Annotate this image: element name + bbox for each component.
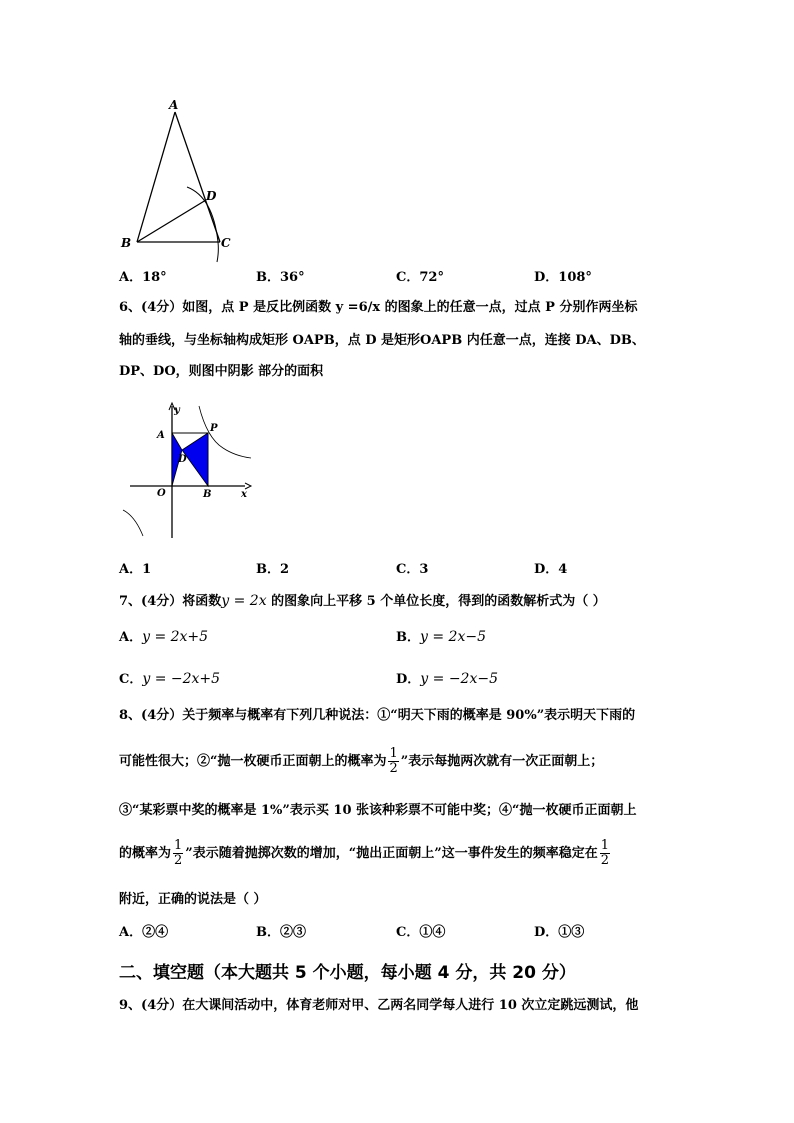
q7-stem [119, 591, 606, 612]
section-heading-fill-in: 二、填空题（本大题共 5 个小题，每小题 4 分，共 20 分） [119, 963, 576, 983]
label-y: y [174, 405, 180, 416]
label-x: x [241, 489, 247, 500]
q7-option-b-label: B． [396, 630, 420, 645]
q8-line4-b: ”表示随着抛掷次数的增加，“抛出正面朝上”这一事件发生的频率稳定在 [185, 846, 598, 861]
q8-line2 [119, 744, 603, 780]
q8-line4-a: 的概率为 [119, 846, 172, 861]
label-b: B [121, 236, 132, 250]
label-p: P [210, 423, 218, 434]
q6-option-c[interactable]: C．3 [396, 562, 429, 577]
q9-line1: 9、(4分）在大课间活动中，体育老师对甲、乙两名同学每人进行 10 次立定跳远测试，他 [119, 998, 639, 1013]
fraction-numerator: 1 [389, 746, 398, 761]
q7-option-d-label: D． [396, 672, 421, 687]
q7-option-a-expr: y = 2x+5 [142, 629, 209, 645]
side-ac [175, 112, 220, 242]
q7-prefix: 7、(4分）将函数 [119, 594, 222, 609]
q5-option-a[interactable]: A．18° [119, 270, 167, 285]
fraction-denominator: 2 [600, 853, 610, 868]
q7-suffix: 的图象向上平移 5 个单位长度，得到的函数解析式为（ ） [271, 594, 606, 609]
q8-option-d[interactable]: D．①③ [534, 925, 585, 940]
q5-option-d[interactable]: D．108° [534, 270, 592, 285]
q8-option-b[interactable]: B．②③ [256, 925, 306, 940]
q7-option-c-label: C． [119, 672, 143, 687]
label-c: C [221, 236, 231, 250]
q7-func: y = 2x [221, 593, 267, 609]
q8-line3: ③“某彩票中奖的概率是 1%”表示买 10 张该种彩票不可能中奖；④“抛一枚硬币正面朝上 [119, 803, 637, 818]
q6-line1: 6、(4分）如图，点 P 是反比例函数 y =6/x 的图象上的任意一点，过点 P 分别作两坐标 [119, 300, 638, 315]
q8-option-c[interactable]: C．①④ [396, 925, 446, 940]
q8-option-a[interactable]: A．②④ [119, 925, 169, 940]
q7-option-c[interactable] [119, 669, 220, 690]
q8-line2-b: ”表示每抛两次就有一次正面朝上； [400, 754, 604, 769]
q6-line3: DP、DO，则图中阴影 部分的面积 [119, 364, 324, 379]
q8-line4 [119, 836, 612, 872]
fraction-numerator: 1 [600, 838, 610, 853]
q7-option-d[interactable] [396, 669, 498, 690]
fraction-one-half [600, 839, 610, 868]
q8-line5: 附近，正确的说法是（ ） [119, 892, 267, 907]
q8-line2-a: 可能性很大；②“抛一枚硬币正面朝上的概率为 [119, 754, 387, 769]
q5-option-b[interactable]: B．36° [256, 270, 305, 285]
q7-option-d-expr: y = −2x−5 [420, 671, 498, 687]
label-a: A [157, 430, 165, 441]
label-d: D [206, 189, 217, 203]
fraction-denominator: 2 [389, 761, 398, 776]
q7-option-b-expr: y = 2x−5 [420, 629, 486, 645]
q7-option-a[interactable] [119, 627, 208, 648]
label-a: A [169, 98, 179, 112]
label-d: D [178, 454, 187, 465]
hyperbola-branch-2 [123, 510, 143, 536]
q7-option-b[interactable] [396, 627, 486, 648]
q7-option-a-label: A． [119, 630, 143, 645]
label-b: B [203, 489, 212, 500]
q6-line2: 轴的垂线，与坐标轴构成矩形 OAPB，点 D 是矩形OAPB 内任意一点，连接 DA、DB、 [119, 333, 645, 348]
q6-option-b[interactable]: B．2 [256, 562, 290, 577]
q6-option-d[interactable]: D．4 [534, 562, 568, 577]
q6-option-a[interactable]: A．1 [119, 562, 152, 577]
fraction-one-half [173, 839, 183, 868]
q5-triangle-figure [115, 92, 245, 267]
q7-option-c-expr: y = −2x+5 [142, 671, 221, 687]
fraction-numerator: 1 [174, 838, 183, 853]
q8-line1: 8、(4分）关于频率与概率有下列几种说法：①“明天下雨的概率是 90%”表示明天下雨的 [119, 708, 636, 723]
label-o: O [157, 488, 166, 499]
q6-coordinate-figure [115, 398, 260, 540]
fraction-one-half [388, 747, 398, 776]
q5-option-c[interactable]: C．72° [396, 270, 444, 285]
fraction-denominator: 2 [174, 853, 183, 868]
